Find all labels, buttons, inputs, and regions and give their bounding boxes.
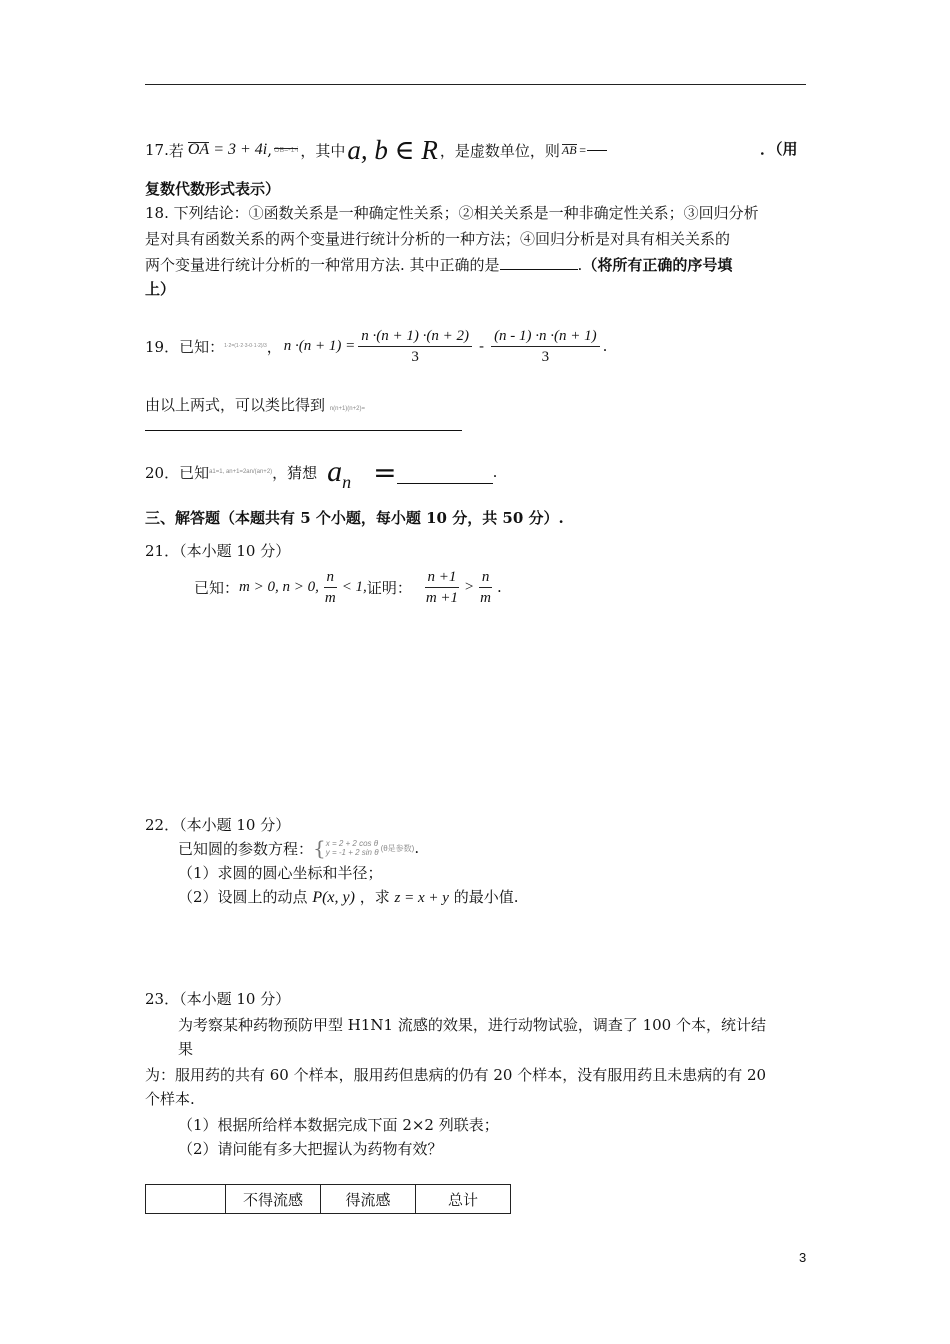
q23-line1b: 果 xyxy=(178,1040,194,1058)
q20-eq: = xyxy=(373,455,397,489)
table-header-cell: 得流感 xyxy=(321,1185,416,1214)
q22-line1-end: . xyxy=(414,839,420,857)
q19-frac1-den: 3 xyxy=(411,348,419,365)
q22-item2-mid: ，求 xyxy=(359,888,390,906)
q21-cond: m > 0, n > 0, xyxy=(239,578,319,595)
q17-eq-blank: = xyxy=(578,142,587,157)
q19-fraction-2 xyxy=(491,326,600,367)
q17-ob-tiny: OB=-1-i xyxy=(274,146,299,154)
q20-answer-blank xyxy=(397,461,493,484)
contingency-table xyxy=(145,1184,511,1214)
q19-answer-line xyxy=(145,430,462,431)
q22-item2-post: 的最小值. xyxy=(453,888,519,906)
q19-tiny-formula: 1·2=(1·2·3-0·1·2)/3 xyxy=(224,343,267,349)
q23-line1: 为考察某种药物预防甲型 H1N1 流感的效果，进行动物试验，调查了 100 个本，统计结 xyxy=(178,1016,766,1034)
q21-f3-num: n xyxy=(479,567,493,588)
q17-answer-blank xyxy=(587,150,607,151)
q21-fraction-3 xyxy=(477,567,494,608)
q22-param-system xyxy=(326,839,379,857)
q17-comma: , xyxy=(267,141,273,159)
page-number: 3 xyxy=(799,1250,807,1265)
q23-item1: （1）根据所给样本数据完成下面 2×2 列联表； xyxy=(178,1116,499,1134)
q20-a: a xyxy=(327,455,343,488)
q22-head: 22．（本小题 10 分） xyxy=(145,816,291,834)
q19-line1 xyxy=(145,322,607,370)
q21-yizhi: 已知： xyxy=(194,578,240,597)
q19-minus: - xyxy=(478,337,485,355)
q20-sub-n: n xyxy=(342,471,352,492)
q22-item2 xyxy=(178,886,519,907)
q23-item2: （2）请问能有多大把握认为药物有效？ xyxy=(178,1140,443,1158)
q17-ruo: 若 xyxy=(168,141,184,160)
table-header-cell xyxy=(146,1185,226,1214)
q19-fraction-1 xyxy=(358,326,472,367)
q23-line3: 个样本. xyxy=(145,1090,195,1108)
table-header-row xyxy=(146,1185,511,1214)
q23-line2: 为：服用药的共有 60 个样本，服用药但患病的仍有 20 个样本，没有服用药且未患病的有 20 xyxy=(145,1066,767,1084)
q22-item2-pre: （2）设圆上的动点 xyxy=(178,888,308,906)
q22-param-y: y = -1 + 2 sin θ xyxy=(325,848,379,857)
table-header-cell: 总计 xyxy=(416,1185,511,1214)
q22-item2-z: z = x + y xyxy=(394,890,449,906)
q18-line2: 是对具有函数关系的两个变量进行统计分析的一种方法；④回归分析是对具有相关关系的 xyxy=(145,230,731,248)
table-header-cell: 不得流感 xyxy=(226,1185,321,1214)
q21-fraction-2 xyxy=(423,567,461,608)
q20-tiny: a1=1, an+1=2an/(an+2) xyxy=(209,469,273,475)
q21-f1-num: n xyxy=(324,567,338,588)
q21-f2-num: n +1 xyxy=(425,567,460,588)
q17-vector-ab: AB xyxy=(561,142,577,157)
q19-lhs: n ·(n + 1) = xyxy=(283,337,356,354)
q21-end: . xyxy=(497,578,502,596)
q20-line xyxy=(145,452,497,492)
q17-suffix: ．（用 xyxy=(760,140,798,158)
q19-line2 xyxy=(145,394,365,415)
q17-number: 17. xyxy=(145,141,169,159)
q22-line1-text: 已知圆的参数方程： xyxy=(178,839,314,858)
q18-line1: 18. 下列结论：①函数关系是一种确定性关系；②相关关系是一种非确定性关系；③回归分析 xyxy=(145,204,759,222)
q17-vector-oa: OA xyxy=(187,141,210,158)
q21-lt: < 1, xyxy=(341,578,367,595)
q21-head: 21．（本小题 10 分） xyxy=(145,542,291,560)
q19-frac2-den: 3 xyxy=(541,348,550,365)
q20-number: 20．已知 xyxy=(145,463,210,482)
q21-f2-den: m +1 xyxy=(425,589,459,606)
q21-fraction-1 xyxy=(322,567,339,608)
q20-guess: ，猜想 xyxy=(272,463,318,482)
q22-line1 xyxy=(178,834,419,862)
q22-param-note: (θ是参数) xyxy=(380,843,415,853)
q19-frac2-num: (n - 1) ·n ·(n + 1) xyxy=(491,326,600,347)
q18-line3-pre: 两个变量进行统计分析的一种常用方法. 其中正确的是 xyxy=(145,256,500,274)
q19-number: 19．已知： xyxy=(145,337,225,356)
q21-gt: > xyxy=(464,578,475,595)
q17-ab-in-r: a, b ∈ R xyxy=(347,134,438,165)
q17-qizhong: ，其中 xyxy=(300,141,346,160)
q18-line3-post: . xyxy=(577,256,583,274)
q19-frac1-num: n ·(n + 1) ·(n + 2) xyxy=(358,326,472,347)
q18-line3 xyxy=(145,251,807,278)
q19-line2-tiny: n(n+1)(n+2)= xyxy=(329,406,365,412)
q17-shi-xushu: ，是虚数单位，则 xyxy=(439,141,560,160)
q17-eq-oa: = 3 + 4i xyxy=(213,141,268,158)
q21-f3-den: m xyxy=(480,589,492,606)
q23-head: 23．（本小题 10 分） xyxy=(145,990,291,1008)
q19-line2-text: 由以上两式，可以类比得到 xyxy=(145,396,326,414)
q18-line4: 上） xyxy=(145,280,176,298)
q22-item1: （1）求圆的圆心坐标和半径； xyxy=(178,864,383,882)
q21-f1-den: m xyxy=(324,589,336,606)
q18-line3-bold: （将所有正确的序号填 xyxy=(582,256,733,274)
q21-statement xyxy=(194,564,502,610)
question-17-line1 xyxy=(145,130,607,170)
q19-end: . xyxy=(602,337,608,355)
q22-param-x: x = 2 + 2 cos θ xyxy=(325,839,379,848)
section-3-title: 三、解答题（本题共有 5 个小题，每小题 10 分，共 50 分）. xyxy=(145,509,564,527)
q19-comma: ， xyxy=(266,337,282,356)
q20-end: . xyxy=(492,463,498,481)
q21-zhengming: 证明： xyxy=(366,578,412,597)
header-rule xyxy=(145,84,806,85)
q18-answer-blank xyxy=(500,251,578,270)
q17-line2: 复数代数形式表示） xyxy=(145,180,281,198)
q22-brace: { xyxy=(313,836,326,860)
q22-item2-p: P(x, y) xyxy=(312,889,355,906)
